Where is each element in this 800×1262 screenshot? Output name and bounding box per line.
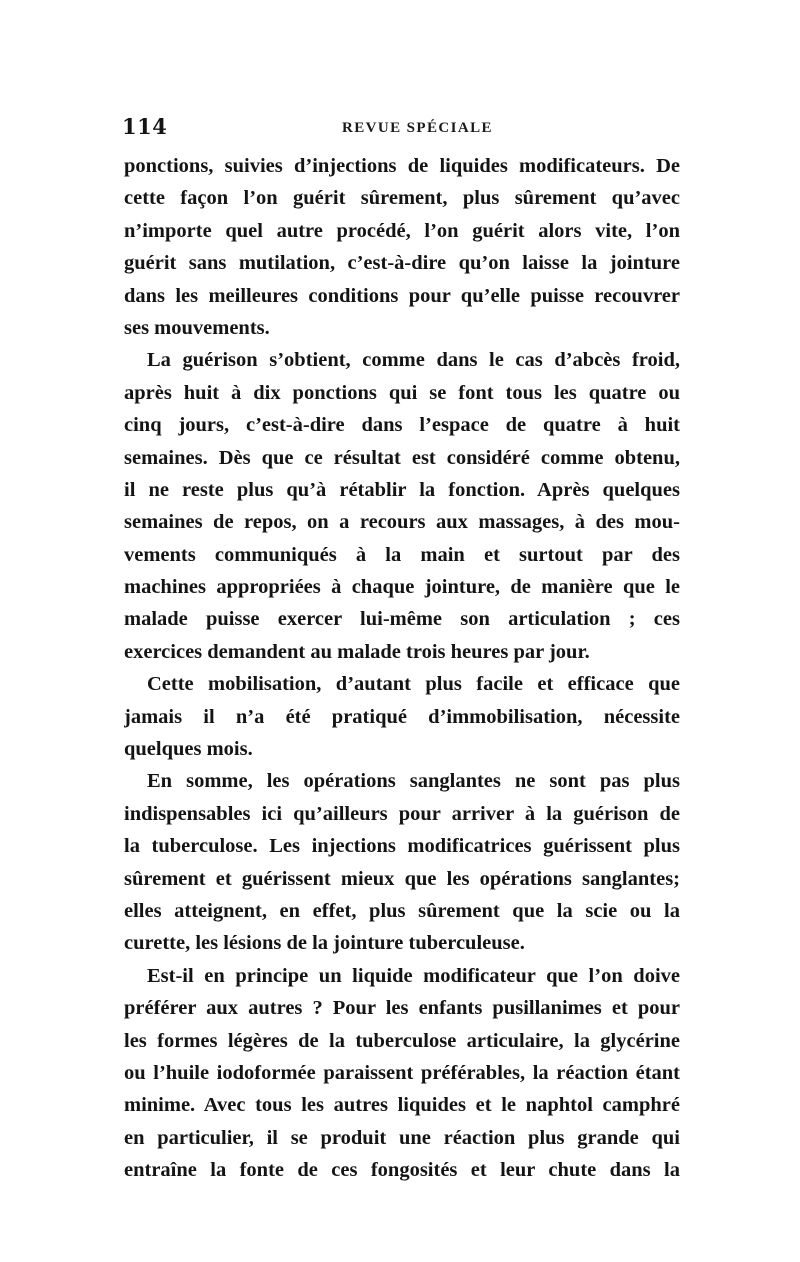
text-line: vements communiqués à la main et surtout par des — [124, 543, 680, 566]
text-line: cinq jours, c’est-à-dire dans l’espace de quatre à huit — [124, 414, 680, 437]
text-line: dans les meilleures conditions pour qu’elle puisse recouvrer — [124, 284, 680, 307]
text-line: semaines de repos, on a recours aux massages, à des mou- — [124, 511, 680, 534]
text-line: guérit sans mutilation, c’est-à-dire qu’on laisse la jointure — [124, 252, 680, 275]
text-line: elles atteignent, en effet, plus sûrement que la scie ou la — [124, 899, 680, 922]
text-line: ponctions, suivies d’injections de liquides modificateurs. De — [124, 155, 680, 177]
paragraph-start-line: Est-il en principe un liquide modificateur que l’on doive — [147, 964, 680, 987]
text-line: il ne reste plus qu’à rétablir la fonction. Après quelques — [124, 478, 680, 501]
text-line: ou l’huile iodoformée paraissent préférables, la réaction étant — [124, 1061, 680, 1084]
text-line: malade puisse exercer lui-même son articulation ; ces — [124, 608, 680, 631]
text-line: les formes légères de la tuberculose articulaire, la glycérine — [124, 1029, 680, 1052]
text-line: préférer aux autres ? Pour les enfants pusillanimes et pour — [124, 997, 680, 1020]
text-line: cette façon l’on guérit sûrement, plus sûrement qu’avec — [124, 187, 680, 210]
paragraph-start-line: La guérison s’obtient, comme dans le cas d’abcès froid, — [147, 349, 680, 372]
text-line: après huit à dix ponctions qui se font tous les quatre ou — [124, 381, 680, 404]
paragraph-start-line: Cette mobilisation, d’autant plus facile et efficace que — [147, 673, 680, 696]
text-line: semaines. Dès que ce résultat est considéré comme obtenu, — [124, 446, 680, 469]
text-line: exercices demandent au malade trois heures par jour. — [124, 640, 590, 663]
text-line: sûrement et guérissent mieux que les opérations sanglantes; — [124, 867, 680, 890]
text-line: ses mouvements. — [124, 316, 270, 339]
journal-title: REVUE SPÉCIALE — [342, 120, 493, 136]
running-head — [122, 112, 679, 142]
body-text — [124, 150, 680, 1187]
text-line: n’importe quel autre procédé, l’on guérit alors vite, l’on — [124, 219, 680, 242]
text-line: en particulier, il se produit une réaction plus grande qui — [124, 1126, 680, 1149]
text-line: la tuberculose. Les injections modificatrices guérissent plus — [124, 835, 680, 858]
text-line: jamais il n’a été pratiqué d’immobilisation, nécessite — [124, 705, 680, 728]
text-line: curette, les lésions de la jointure tuberculeuse. — [124, 932, 525, 955]
text-line: indispensables ici qu’ailleurs pour arriver à la guérison de — [124, 802, 680, 825]
text-line: machines appropriées à chaque jointure, de manière que le — [124, 576, 680, 599]
text-line: quelques mois. — [124, 738, 253, 761]
text-line: entraîne la fonte de ces fongosités et leur chute dans la — [124, 1159, 680, 1182]
text-line: minime. Avec tous les autres liquides et le naphtol camphré — [124, 1094, 680, 1117]
paragraph-start-line: En somme, les opérations sanglantes ne sont pas plus — [147, 770, 680, 793]
page-number: 114 — [122, 114, 168, 139]
